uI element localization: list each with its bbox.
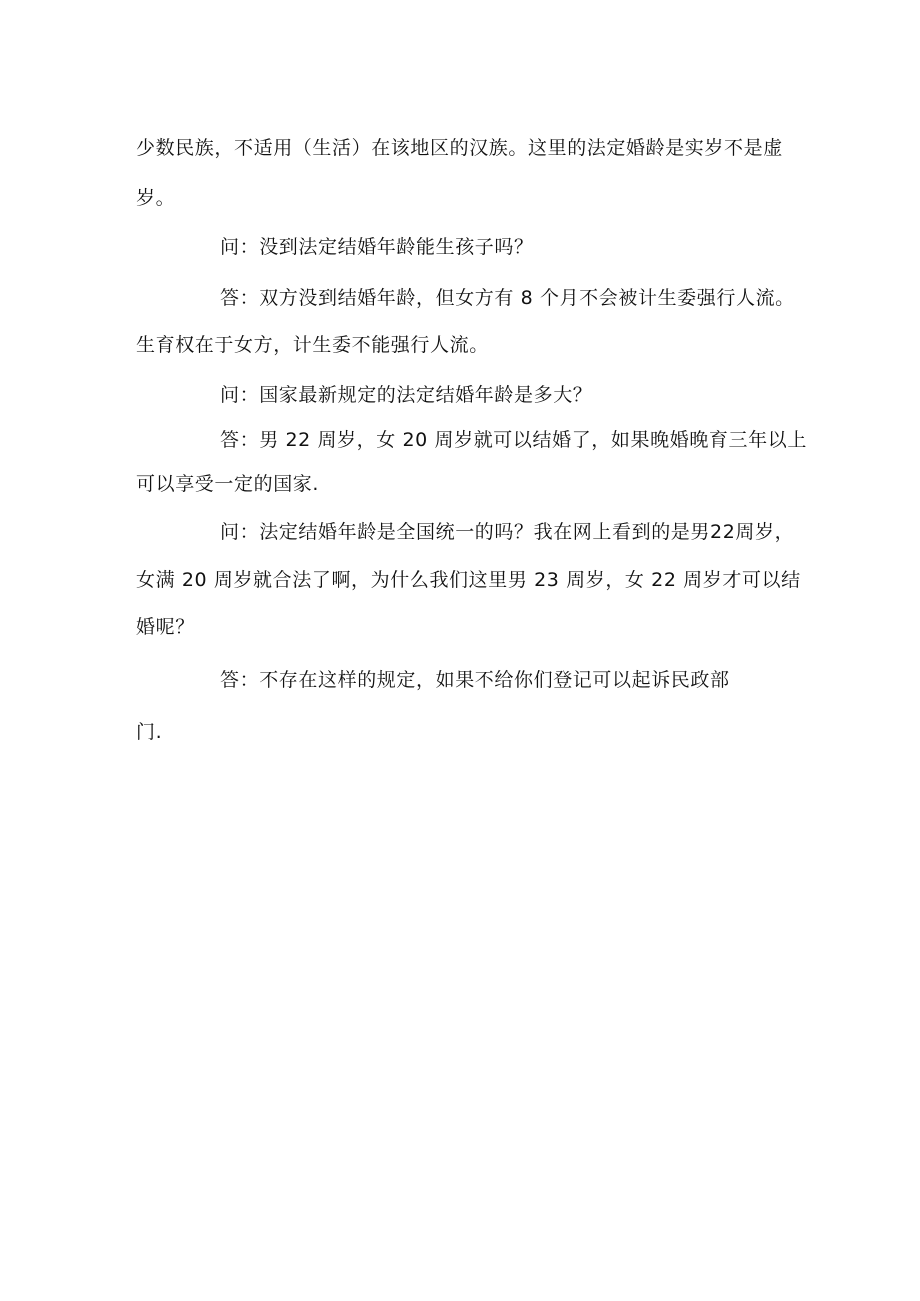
answer-line: 答：男 22 周岁，女 20 周岁就可以结婚了，如果晚婚晚育三年以上 bbox=[220, 429, 807, 451]
text-line: 可以享受一定的国家. bbox=[136, 473, 320, 495]
text-line: 婚呢？ bbox=[136, 616, 195, 638]
answer-line: 答：双方没到结婚年龄，但女方有 8 个月不会被计生委强行人流。 bbox=[220, 287, 795, 309]
text-line: 少数民族，不适用（生活）在该地区的汉族。这里的法定婚龄是实岁不是虚 bbox=[136, 137, 783, 159]
question-line: 问：国家最新规定的法定结婚年龄是多大？ bbox=[220, 384, 593, 406]
text-line: 门. bbox=[136, 721, 163, 743]
answer-line: 答：不存在这样的规定，如果不给你们登记可以起诉民政部 bbox=[220, 669, 730, 691]
question-line: 问：没到法定结婚年龄能生孩子吗？ bbox=[220, 236, 534, 258]
text-line: 生育权在于女方，计生委不能强行人流。 bbox=[136, 334, 489, 356]
question-line: 问：法定结婚年龄是全国统一的吗？我在网上看到的是男22周岁， bbox=[220, 521, 795, 543]
text-line: 岁。 bbox=[136, 187, 176, 209]
text-line: 女满 20 周岁就合法了啊，为什么我们这里男 23 周岁，女 22 周岁才可以结 bbox=[136, 569, 801, 591]
